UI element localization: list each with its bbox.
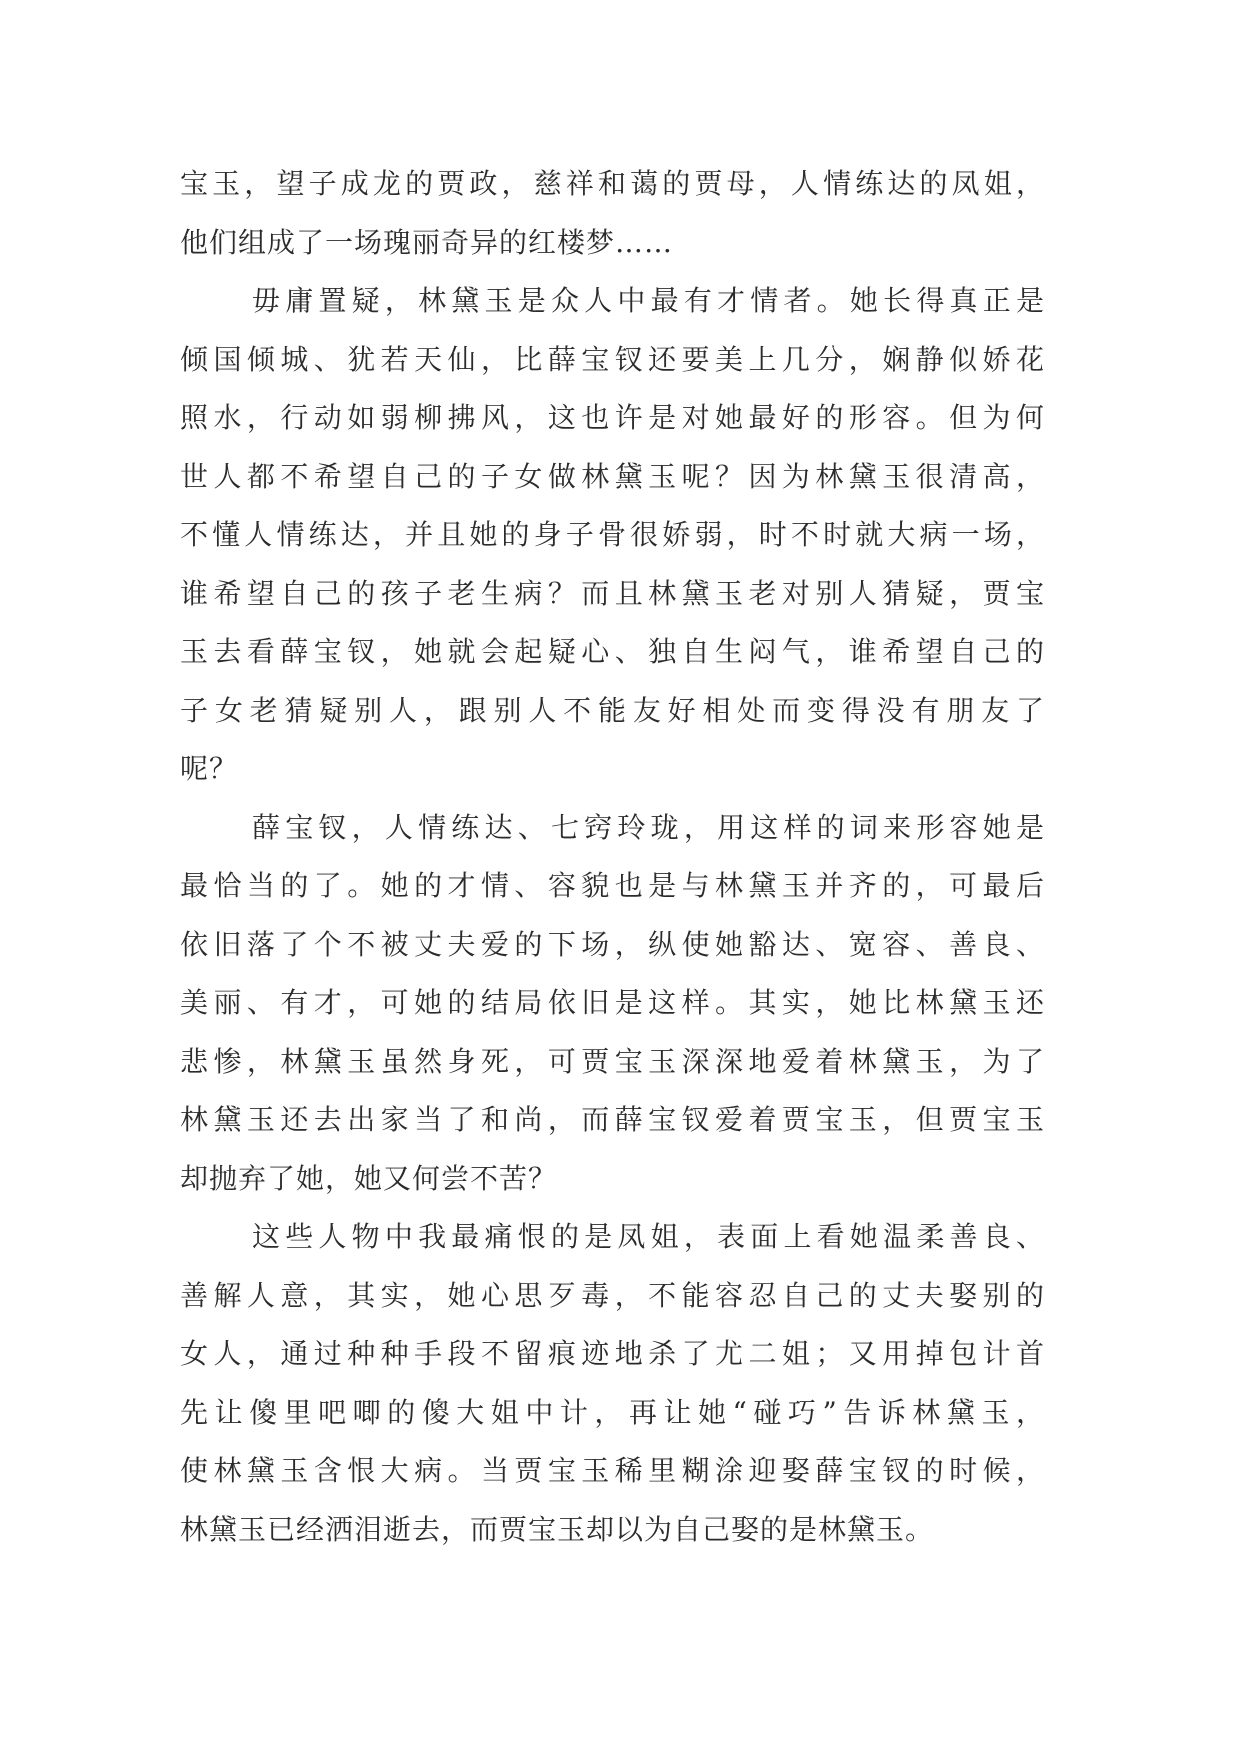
text-line: 林黛玉还去出家当了和尚，而薛宝钗爱着贾宝玉，但贾宝玉 [180, 1103, 1045, 1136]
text-line: 他们组成了一场瑰丽奇异的红楼梦…… [180, 225, 674, 259]
text-line: 子女老猜疑别人，跟别人不能友好相处而变得没有朋友了 [180, 693, 1045, 727]
text-line: 倾国倾城、犹若天仙，比薛宝钗还要美上几分，娴静似娇花 [180, 342, 1045, 376]
paragraph [180, 1208, 1045, 1559]
paragraph [180, 799, 1045, 1209]
text-line: 林黛玉已经洒泪逝去，而贾宝玉却以为自己娶的是林黛玉。 [180, 1512, 935, 1546]
text-line: 依旧落了个不被丈夫爱的下场，纵使她豁达、宽容、善良、 [180, 927, 1045, 961]
text-line: 这些人物中我最痛恨的是凤姐，表面上看她温柔善良、 [252, 1220, 1045, 1253]
text-line: 美丽、有才，可她的结局依旧是这样。其实，她比林黛玉还 [180, 986, 1045, 1019]
paragraph [180, 272, 1045, 799]
text-line: 谁希望自己的孩子老生病？而且林黛玉老对别人猜疑，贾宝 [180, 576, 1045, 610]
text-line: 世人都不希望自己的子女做林黛玉呢？因为林黛玉很清高， [180, 459, 1045, 493]
text-line: 善解人意，其实，她心思歹毒，不能容忍自己的丈夫娶别的 [180, 1278, 1045, 1312]
text-line: 毋庸置疑，林黛玉是众人中最有才情者。她长得真正是 [252, 284, 1045, 317]
text-line: 照水，行动如弱柳拂风，这也许是对她最好的形容。但为何 [180, 401, 1045, 434]
text-line: 玉去看薛宝钗，她就会起疑心、独自生闷气，谁希望自己的 [180, 635, 1045, 668]
text-line: 却抛弃了她，她又何尝不苦？ [180, 1161, 558, 1195]
text-line: 薛宝钗，人情练达、七窍玲珑，用这样的词来形容她是 [252, 810, 1045, 844]
text-line: 宝玉，望子成龙的贾政，慈祥和蔼的贾母，人情练达的凤姐， [180, 167, 1045, 200]
text-line: 悲惨，林黛玉虽然身死，可贾宝玉深深地爱着林黛玉，为了 [180, 1044, 1045, 1078]
text-line: 使林黛玉含恨大病。当贾宝玉稀里糊涂迎娶薛宝钗的时候， [180, 1454, 1045, 1487]
text-line: 先让傻里吧唧的傻大姐中计，再让她“碰巧”告诉林黛玉， [180, 1395, 1045, 1429]
paragraph [180, 155, 1045, 272]
text-line: 最恰当的了。她的才情、容貌也是与林黛玉并齐的，可最后 [180, 869, 1045, 902]
text-line: 呢？ [180, 752, 239, 785]
text-line: 女人，通过种种手段不留痕迹地杀了尤二姐；又用掉包计首 [180, 1337, 1045, 1370]
text-line: 不懂人情练达，并且她的身子骨很娇弱，时不时就大病一场， [180, 518, 1045, 551]
document-body [180, 155, 1045, 1559]
